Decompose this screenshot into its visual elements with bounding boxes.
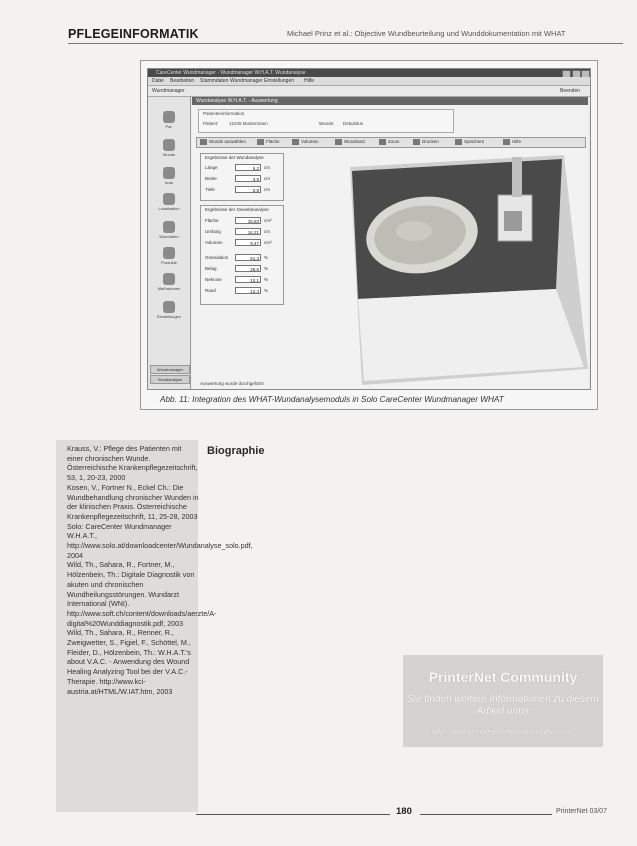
page-number: 180 — [396, 806, 412, 817]
sidebar-item: Pat. — [151, 111, 187, 137]
patient-info-box — [198, 109, 454, 133]
app-toolbar — [148, 86, 590, 97]
people-icon — [163, 193, 175, 205]
volume-icon — [292, 139, 299, 145]
running-head: Michael Prinz et al.: Objective Wundbeurteilung und Wunddokumentation mit WHAT — [287, 29, 566, 38]
wound-results-group: Ergebnisse der Wundanalyse Länge 5,2 cm Breite 3,9 cm Tiefe 0,8 cm — [200, 153, 284, 201]
wound-photo — [342, 149, 588, 389]
sidebar-item: Auto — [151, 167, 187, 193]
tissue-results-group: Ergebnisse der Gewebeanalyse Fläche 15,83 cm² Umfang 16,21 cm Volumen 9,47 cm³ Granulation 61,3 % Belag 28,6 % Nekrose 10,1 % Rand 12,4 % — [200, 205, 284, 305]
reference-item: Wild, Th., Sahara, R., Renner, R., Zweigwetter, S., Figiel, F., Schöttel, M., Fleider, D., Hölzenbein, Th.: W.H.A.T.'s about V.A.C. - Anwendung des Wound Healing Analyzing Tool bei der V.A.C.-Therapie. http://www.kci-austria.at/HTML/W.IAT.htm, 2003 — [67, 628, 191, 696]
sidebar-item: Wunde — [151, 139, 187, 165]
sidebar-item: Lokalisation — [151, 193, 187, 219]
patient-icon — [163, 111, 175, 123]
menu-item: Einstellungen — [264, 78, 295, 84]
wound-types-icon — [163, 221, 175, 233]
community-title: PrinterNet Community — [428, 669, 578, 685]
patient-label: Patient: — [203, 121, 219, 126]
community-link[interactable]: http://www.printernet.info/community/n-233 — [431, 727, 575, 736]
issue-label: PrinterNet 03/07 — [556, 808, 607, 815]
community-box — [403, 655, 603, 747]
menu-item: Bearbeiten — [170, 78, 195, 84]
patient-value: 12345 Mustermann — [229, 121, 268, 126]
print-icon — [413, 139, 420, 145]
sidebar-item: Wundarten — [151, 221, 187, 247]
app-sidebar — [148, 97, 191, 389]
reference-item: Wild, Th., Sahara, R., Fortner, M., Hölzenbein, Th.: Digitale Diagnostik von akuten und chronischen Wundheilungsstörungen. Wundarzt International (WNI). http://www.soft.ch/content/downloads/aerzte/A-digital%20Wunddiagnostik.pdf, 2003 — [67, 560, 217, 628]
status-text: Auswertung wurde durchgeführt — [200, 381, 264, 386]
sidebar-tab: Wundmanager — [150, 365, 190, 374]
exit-label: Beenden — [560, 88, 581, 94]
wound-icon — [163, 139, 175, 151]
panel-title: Wundanalyse W.H.A.T. - Auswertung — [192, 97, 588, 105]
header-rule — [68, 43, 623, 44]
help-icon — [503, 139, 510, 145]
settings-icon — [163, 301, 175, 313]
biography-heading: Biographie — [207, 445, 265, 457]
reference-item: Solo: CareCenter Wundmanager W.H.A.T., http://www.solo.at/downloadcenter/Wundanalyse_solo.pdf, 2004 — [67, 521, 253, 560]
figure-caption: Abb. 11: Integration des WHAT-Wundanalysemoduls in Solo CareCenter Wundmanager WHAT — [160, 395, 504, 404]
sidebar-item: Produkte — [151, 247, 187, 273]
menu-bar — [148, 77, 590, 86]
select-icon — [200, 139, 207, 145]
app-content — [192, 97, 588, 389]
zoom-icon — [379, 139, 386, 145]
function-tabs: Wunde auswählen Fläche Volumen Wundrand Zoom Drucken Speichern Hilfe — [196, 137, 586, 148]
software-screenshot — [147, 68, 591, 390]
journal-title: PFLEGEINFORMATIK — [68, 27, 199, 41]
wound-value: Dekubitus — [343, 121, 364, 126]
info-heading: Patienteninformation — [203, 111, 245, 116]
window-titlebar — [148, 69, 590, 77]
wound-label: Wunde: — [319, 121, 335, 126]
reference-item: Krauss, V.: Pflege des Patienten mit einer chronischen Wunde. Österreichische Krankenpflegezeitschrift, 53, 1, 20-23, 2000 — [67, 444, 198, 483]
menu-item: Hilfe — [304, 78, 315, 84]
back-label: Wundmanager — [152, 88, 185, 94]
measures-icon — [163, 273, 175, 285]
community-subtitle: Sie finden weitere Informationen zu diesem Artikel unter — [407, 694, 599, 717]
save-icon — [455, 139, 462, 145]
products-icon — [163, 247, 175, 259]
area-icon — [257, 139, 264, 145]
window-title: CareCenter Wundmanager - Wundmanager W.H.A.T. Wundanalyse — [156, 70, 306, 76]
menu-item: Stammdaten — [200, 78, 229, 84]
car-icon — [163, 167, 175, 179]
menu-item: Wundmanager — [230, 78, 263, 84]
menu-item: Datei — [152, 78, 164, 84]
edge-icon — [335, 139, 342, 145]
footer-rule-left — [196, 814, 390, 815]
sidebar-item: Maßnahmen — [151, 273, 187, 299]
reference-item: Kosen, V., Fortner N., Eckel Ch.: Die Wundbehandlung chronischer Wunden in der klinischen Praxis. Österreichische Krankenpflegezeitschrift, 11, 25-28, 2003 — [67, 482, 199, 521]
footer-rule-right — [420, 814, 552, 815]
sidebar-tab: Wundanalyse — [150, 375, 190, 384]
sidebar-item: Einstellungen — [151, 301, 187, 327]
